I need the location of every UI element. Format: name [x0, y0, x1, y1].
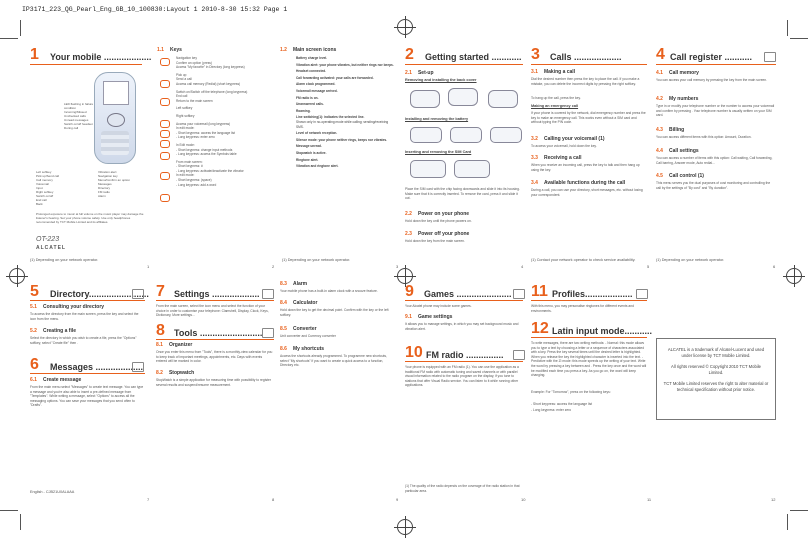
sim-illustration	[410, 158, 520, 182]
chapter-title: Tools .........................	[174, 328, 263, 338]
phone-label: Switch on/off headset	[64, 122, 93, 126]
back-cover-illustration	[410, 86, 520, 114]
section-heading: 4.4 Call settings	[656, 148, 699, 154]
title-underline	[30, 373, 145, 374]
page-number: 4	[521, 264, 524, 269]
page-number: 2	[272, 264, 275, 269]
section-heading: 3.1 Making a call	[531, 69, 576, 75]
right-softkey-icon	[160, 130, 170, 138]
phone-illustration	[94, 72, 136, 164]
t82-text: StopWatch is a simple application for measuring time with possibility to register several results and suspend/resume measurement.	[156, 378, 271, 387]
section-heading: 8.4 Calculator	[280, 300, 318, 306]
key-1-icon	[160, 140, 170, 148]
section-heading: 8.3 Alarm	[280, 281, 308, 287]
section-heading: 1.1 Keys	[157, 47, 182, 53]
subheading: Removing and installing the back cover	[405, 78, 477, 82]
footnote: (1) The quality of the radio depends on the coverage of the radio station in that particular area.	[405, 484, 520, 493]
directory-icon	[132, 289, 144, 299]
section-heading: 5.2 Creating a file	[30, 328, 77, 334]
t85-text: Unit converter and Currency converter	[280, 334, 336, 338]
chapter-number: 6	[30, 356, 39, 373]
title-underline	[405, 361, 523, 362]
l12-list-item: - Short keypress: access the language list	[531, 402, 593, 406]
chapter-title: Getting started ............	[425, 52, 522, 62]
key-0-icon	[160, 152, 170, 160]
page-number: 6	[773, 264, 776, 269]
keys-list: Navigation key Confirm an option (press) Access "My favorite" in Directory (long keypress) Pick up Send a call Access call memory (Redial) (short keypress) Switch on/Switch off the telephone (long keypress) End call Return to the main screen Left softkey Right softkey Access your voicemail (long keypress) In edit mode: - Short keypress: access the language list - Long keypress: enter zero In Edit mode: - Short keypress: change input methods - Long keypress: access the Symbols table From main screen: - Short keypress: # - Long keypress: activate/deactivate the vibrator In edit mode: - Short keypress: (space) - Long keypress: add a word	[176, 56, 248, 187]
subheading: Installing and removing the battery	[405, 117, 469, 121]
t83-text: Your mobile phone has a built-in alarm clock with a snooze feature.	[280, 289, 378, 293]
phone-label: Unread messages	[64, 118, 89, 122]
title-underline	[531, 64, 647, 65]
call-register-icon	[764, 52, 776, 62]
phone-screen	[103, 81, 129, 105]
chapter-title: Call register ...........	[670, 52, 753, 62]
phone-labels-left	[64, 102, 94, 130]
t81-text: Once you enter this menu from "Tools", there is a monthly-view calendar for you to keep track of important meetings, appointments, etc. Days with events entered will be marked in color.	[156, 350, 273, 364]
m61-text: From the main menu select "Messages" to create text message. You can type a message and you're also able to insert a pre-defined message from "Templates". While writing a message, select "Options" to access all the messaging options. You can save your messages that you send often to "Drafts".	[30, 385, 144, 408]
chapter-title: Profiles...................	[552, 289, 633, 299]
chapter-number: 5	[30, 283, 39, 300]
messages-icon	[132, 362, 144, 372]
crop-line	[787, 514, 788, 530]
games-icon	[513, 289, 525, 299]
t86-text: Access the shortcuts already programmed. To programme new shortcuts, select "My shortcuts" if you want to create a quick access to a function, Directory etc.	[280, 354, 387, 368]
footnote: (1) Depending on your network operator.	[30, 258, 99, 262]
profiles-icon	[636, 289, 648, 299]
section-heading: 2.1 Set-up	[405, 70, 434, 76]
footnote: (1) Contact your network operator to check service availability.	[531, 258, 636, 262]
title-underline	[156, 339, 274, 340]
crop-line	[0, 38, 18, 39]
c31-text3: If your phone is covered by the network, dial emergency number and press the key to make an emergency call. This works even without a SIM card and without typing the PIN code.	[531, 111, 646, 125]
s7-text: From the main screen, select the icon menu and select the function of your choice in order to customise your telephone: Clamshell, Display, Clock, Keys, Dictionary, More settings...	[156, 304, 269, 318]
trademark-box	[656, 338, 776, 420]
g91-text: It allows you to manage settings, in which you may set background music and vibration alert.	[405, 322, 519, 331]
chapter-title: Messages ...................	[50, 362, 144, 372]
phone-labels-bottom-left: Left softkey Pick up/Send call Call memory Voicemail Input Right softkey Switch on/off End call Back	[36, 170, 60, 206]
chapter-title: Your mobile ...................	[50, 52, 152, 62]
nav-key-icon	[107, 113, 125, 127]
section-heading: 3.2 Calling your voicemail (1)	[531, 136, 605, 142]
section-heading: 4.5 Call control (1)	[656, 173, 704, 179]
title-underline	[30, 300, 145, 301]
key-hash-icon	[160, 194, 170, 202]
section-heading: 6.1 Create message	[30, 377, 82, 383]
title-underline	[531, 300, 647, 301]
battery-illustration	[410, 125, 520, 147]
page-number: 7	[147, 497, 150, 502]
title-underline	[656, 64, 776, 65]
poweroff-text: Hold down the key from the main screen.	[405, 239, 465, 243]
section-heading: 3.3 Receiving a call	[531, 155, 582, 161]
setup-text: Place the SIM card with the chip facing downwards and slide it into its housing. Make sure that it is correctly inserted. To remove the card, press it and slide it out.	[405, 187, 520, 201]
document-code: English - CJB21U0ALAAA	[30, 490, 75, 494]
t84-text: Hold down the key to get the decimal point. Confirm with the key or the left softkey.	[280, 308, 389, 317]
section-heading: 8.2 Stopwatch	[156, 370, 195, 376]
subheading: Inserting and removing the SIM Card	[405, 150, 472, 154]
trademark-text: ALCATEL is a trademark of Alcatel-Lucent and used under license by TCT Mobile Limited.	[667, 347, 765, 358]
d51-text: To access the directory from the main screen, press the key and select the icon from the menu.	[30, 312, 139, 321]
chapter-number: 3	[531, 46, 540, 63]
radio-icon	[513, 350, 525, 360]
phone-label: Incoming/Missed Unchecked calls	[64, 110, 87, 118]
l12-list-item: - Long keypress: enter zero	[531, 408, 572, 412]
icons-list: Battery charge level. Vibration alert: your phone vibrates, but neither rings nor beeps. Headset connected. Call forwarding activated: your calls are forwarded. Alarm clock programmed. Voicemail message arrived. FM radio is on. Unanswered calls. Roaming. Line switching(1): indicates the selected line. Shown only in no-operating mode while calling; sending/receiving SMS. Level of network reception. Silence mode: your phone neither rings, beeps nor vibrates. Message unread. Stopwatch is active. Ringtone alert. Vibration and ringtone alert.	[296, 56, 394, 169]
subheading: Making an emergency call	[531, 104, 579, 108]
p11-text: With this menu, you may personalise ringtones for different events and environments.	[531, 304, 634, 313]
brand-logo: ALCATEL	[36, 245, 66, 251]
phone-label: LED flashing in failure condition	[64, 102, 94, 110]
crop-line	[20, 20, 21, 36]
c32-text: To access your voicemail, hold down the key.	[531, 144, 597, 148]
section-heading: 2.2 Power on your phone	[405, 211, 470, 217]
chapter-title: FM radio ...............	[426, 350, 504, 360]
section-heading: 8.5 Converter	[280, 326, 317, 332]
section-heading: 9.1 Game settings	[405, 314, 453, 320]
c44-text: You can access a number of items with this option: Call waiting, Call forwarding, Call barring, Answer mode, Auto redial...	[656, 156, 773, 165]
page-number: 12	[771, 497, 776, 502]
title-underline	[405, 64, 523, 65]
c45-text: This menu serves you the dual purposes of cost monitoring and controlling the call by the settings of "By cost" and "By duration".	[656, 181, 771, 190]
chapter-number: 12	[531, 320, 549, 337]
chapter-title: Calls ...................	[550, 52, 622, 62]
crop-line	[790, 510, 808, 511]
chapter-title: Directory........................	[50, 289, 149, 299]
page-number: 1	[147, 264, 150, 269]
registration-mark-mid-center	[397, 268, 413, 284]
section-heading: 4.2 My numbers	[656, 96, 699, 102]
page-number: 8	[272, 497, 275, 502]
chapter-number: 9	[405, 283, 414, 300]
poweron-text: Hold down the key until the phone powers on.	[405, 219, 472, 223]
chapter-title: Latin input mode...........	[552, 326, 652, 336]
l12-example: Example: For "Tomorrow", press on the following keys:	[531, 390, 611, 394]
crop-line	[787, 20, 788, 36]
chapter-number: 4	[656, 46, 665, 63]
chapter-number: 10	[405, 344, 423, 361]
registration-mark-top-center	[397, 19, 413, 35]
keypad-icon	[101, 131, 129, 155]
left-softkey-icon	[160, 120, 170, 128]
disclaimer-text: TCT Mobile Limited reserves the right to alter material or technical specification without prior notice.	[663, 381, 769, 392]
page-number: 10	[521, 497, 526, 502]
registration-mark-mid-right	[786, 268, 802, 284]
section-heading: 4.3 Billing	[656, 127, 685, 133]
model-name: OT-223	[36, 236, 60, 243]
nav-key-icon	[160, 58, 170, 66]
chapter-number: 7	[156, 283, 165, 300]
page-number: 9	[396, 497, 399, 502]
section-heading: 8.1 Organizer	[156, 342, 193, 348]
phone-label: During call	[64, 126, 79, 130]
c42-text: Type in or modify your telephone number or the number to access your voicemail and confirm by pressing . Your telephone number is usually written on your SIM card.	[656, 104, 775, 118]
copyright-text: All rights reserved © Copyright 2010 TCT Mobile Limited.	[671, 364, 761, 375]
end-key-icon	[160, 98, 170, 106]
crop-line	[0, 510, 18, 511]
d52-text: Select the directory in which you wish to create a file, press the "Options" softkey, select "Create file" then .	[30, 336, 137, 345]
g9-text: Your Alcatel phone may include some games.	[405, 304, 472, 308]
crop-line	[20, 514, 21, 530]
section-heading: 4.1 Call memory	[656, 70, 699, 76]
page-number: 3	[396, 264, 399, 269]
chapter-title: Games ......................	[424, 289, 512, 299]
c34-text: During a call, you can use your directory, short messages, etc. without losing your correspondent.	[531, 188, 643, 197]
footnote: (1) Depending on your network operator.	[282, 258, 351, 262]
section-heading: 1.2 Main screen icons	[280, 47, 337, 53]
phone-labels-bottom-right: Vibration alert Navigation key Menu/Confirm an option Messages Directory FM radio Alarm	[98, 170, 131, 198]
send-key-icon	[160, 80, 170, 88]
chapter-number: 2	[405, 46, 414, 63]
key-star-icon	[160, 172, 170, 180]
title-underline	[30, 64, 142, 65]
chapter-number: 8	[156, 322, 165, 339]
c43-text: You can access different items with this option: Amount, Duration.	[656, 135, 752, 139]
crop-line	[790, 38, 808, 39]
title-underline	[156, 300, 274, 301]
c33-text: When you receive an incoming call, press the key to talk and then hang up using the key.	[531, 163, 640, 172]
warning-text: Prolonged exposure to music at full volume on the music player may damage the listener's hearing. Set your phone volume safely. Use only headphones recommended by TCT Mobile Limited and its affiliates.	[36, 212, 144, 224]
settings-icon	[262, 289, 274, 299]
print-header: IP3171_223_QG_Pearl_Eng_GB_10_100830:Layout 1 2010-8-30 15:32 Page 1	[22, 6, 288, 13]
chapter-number: 1	[30, 46, 39, 63]
c31-text2: To hang up the call, press the key.	[531, 96, 581, 100]
footnote: (1) Depending on your network operator.	[656, 258, 725, 262]
registration-mark-mid-left	[9, 268, 25, 284]
registration-mark-bottom-center	[397, 519, 413, 535]
chapter-number: 11	[531, 283, 548, 300]
page-number: 5	[647, 264, 650, 269]
title-underline	[405, 300, 523, 301]
chapter-title: Settings ...................	[174, 289, 260, 299]
section-heading: 8.6 My shortcuts	[280, 346, 325, 352]
f10-text: Your phone is equipped with an FM radio (1). You can use the application as a traditional FM radio with automatic tuning and saved channels or with parallel visual information related to the radio program on the display, if you tune to stations that offer Visual Radio service. You can listen to it while running other applications.	[405, 365, 519, 388]
section-heading: 3.4 Available functions during the call	[531, 180, 626, 186]
l12-text: To write messages, there are two writing methods: - Normal: this mode allows you to type a text by choosing a letter or a sequence of characters associated with a key. Press the key several times until the desired letter is highlighted. When you release the key the highlighted character is inserted into the text. - Predictive with the Zi mode: this mode speeds up the writing of your text. Write the word by pressing a key between and . Press the key once and the word will be modified each time you press a key. As you go on, the word will keep changing.	[531, 341, 647, 378]
page-number: 11	[647, 497, 652, 502]
c31-text: Dial the desired number then press the key to place the call. If you make a mistake, you can delete the incorrect digits by pressing the right softkey.	[531, 77, 640, 86]
section-heading: 5.1 Consulting your directory	[30, 304, 105, 310]
tools-icon	[262, 328, 274, 338]
section-heading: 2.3 Power off your phone	[405, 231, 470, 237]
c41-text: You can access your call memory by pressing the key from the main screen.	[656, 78, 768, 82]
title-underline	[531, 337, 647, 338]
